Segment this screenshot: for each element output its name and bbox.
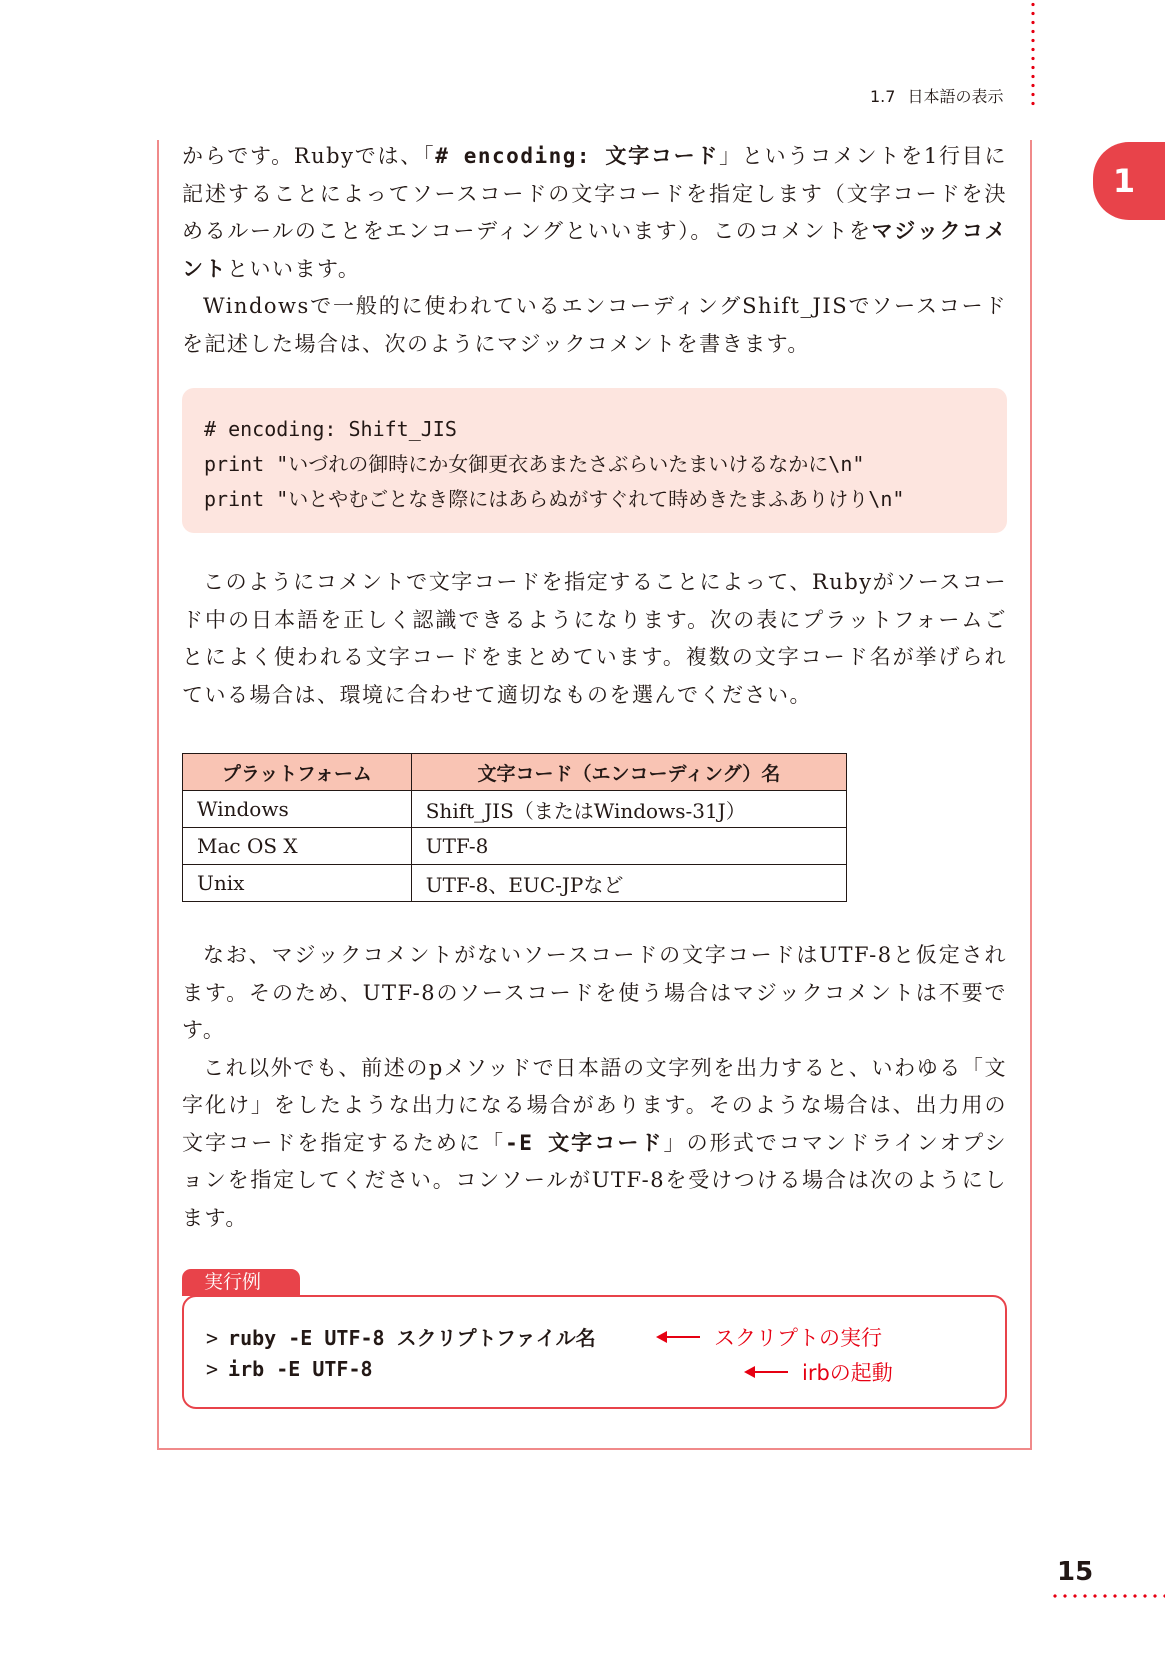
prompt: > [206,1357,219,1381]
left-arrow-icon [658,1336,700,1338]
command: ruby -E UTF-8 [228,1326,385,1350]
encoding-table [182,753,847,902]
paragraph-command-option: これ以外でも、前述のpメソッドで日本語の文字列を出力すると、いわゆる「文字化け」をしたような出力になる場合があります。そのような場合は、出力用の文字コードを指定するために「-E 文字コード」の形式でコマンドラインオプションを指定してください。コンソールがUTF-8を受けつける場合は次のようにします。 [182,1055,1007,1230]
left-arrow-icon [746,1371,788,1373]
command-argument: スクリプトファイル名 [396,1326,596,1350]
section-number: 1.7 [870,87,896,106]
lower-text [182,937,1007,1237]
paragraph-table-intro: このようにコメントで文字コードを指定することによって、Rubyがソースコード中の日本語を正しく認識できるようになります。次の表にプラットフォームごとによく使われる文字コードをまとめています。複数の文字コード名が挙げられている場合は、環境に合わせて適切なものを選んでください。 [182,570,1007,707]
paragraph-windows: Windowsで一般的に使われているエンコーディングShift_JISでソースコードを記述した場合は、次のようにマジックコメントを書きます。 [182,294,1007,356]
code-block [182,388,1007,533]
example-line [206,1322,596,1351]
table-cell: Windows [183,791,412,828]
annotation: スクリプトの実行 [658,1322,882,1352]
table-row [183,828,847,865]
command: irb -E UTF-8 [228,1357,373,1381]
code-line: print "いづれの御時にか女御更衣あまたさぶらいたまいけるなかに\n" [204,452,865,476]
column-header: プラットフォーム [183,754,412,791]
page-number: 15 [1057,1557,1094,1587]
annotation: irbの起動 [746,1357,893,1387]
intro-text [182,138,1007,363]
top-dotted-rule [1031,0,1035,108]
table-cell: Shift_JIS（またはWindows-31J） [411,791,846,828]
code-line: # encoding: Shift_JIS [204,417,457,441]
middle-text [182,564,1007,714]
table-cell: UTF-8 [411,828,846,865]
example-line [206,1357,373,1381]
table-cell: Mac OS X [183,828,412,865]
table-cell: Unix [183,865,412,902]
table-row [183,791,847,828]
column-header: 文字コード（エンコーディング）名 [411,754,846,791]
paragraph-utf8-default: なお、マジックコメントがないソースコードの文字コードはUTF-8と仮定されます。そのため、UTF-8のソースコードを使う場合はマジックコメントは不要です。 [182,943,1007,1042]
bottom-dotted-rule [1050,1594,1165,1598]
inline-code: -E 文字コード [505,1130,664,1155]
table-header-row [183,754,847,791]
example-box [182,1295,1007,1409]
bold-term: マジックコメント [182,219,1007,281]
example-label: 実行例 [182,1269,300,1296]
running-header [870,84,1003,107]
table-row [183,865,847,902]
paragraph-magic-comment: からです。Rubyでは、「# encoding: 文字コード」というコメントを1行目に記述することによってソースコードの文字コードを指定します（文字コードを決めるルールのことをエンコーディングといいます）。このコメントをマジックコメントといいます。 [182,144,1007,281]
table-cell: UTF-8、EUC-JPなど [411,865,846,902]
code-line: print "いとやむごとなき際にはあらぬがすぐれて時めきたまふありけり\n" [204,487,905,511]
section-title: 日本語の表示 [907,87,1004,106]
prompt: > [206,1326,219,1350]
inline-code: # encoding: 文字コード [435,144,720,168]
chapter-tab: 1 [1093,142,1165,220]
